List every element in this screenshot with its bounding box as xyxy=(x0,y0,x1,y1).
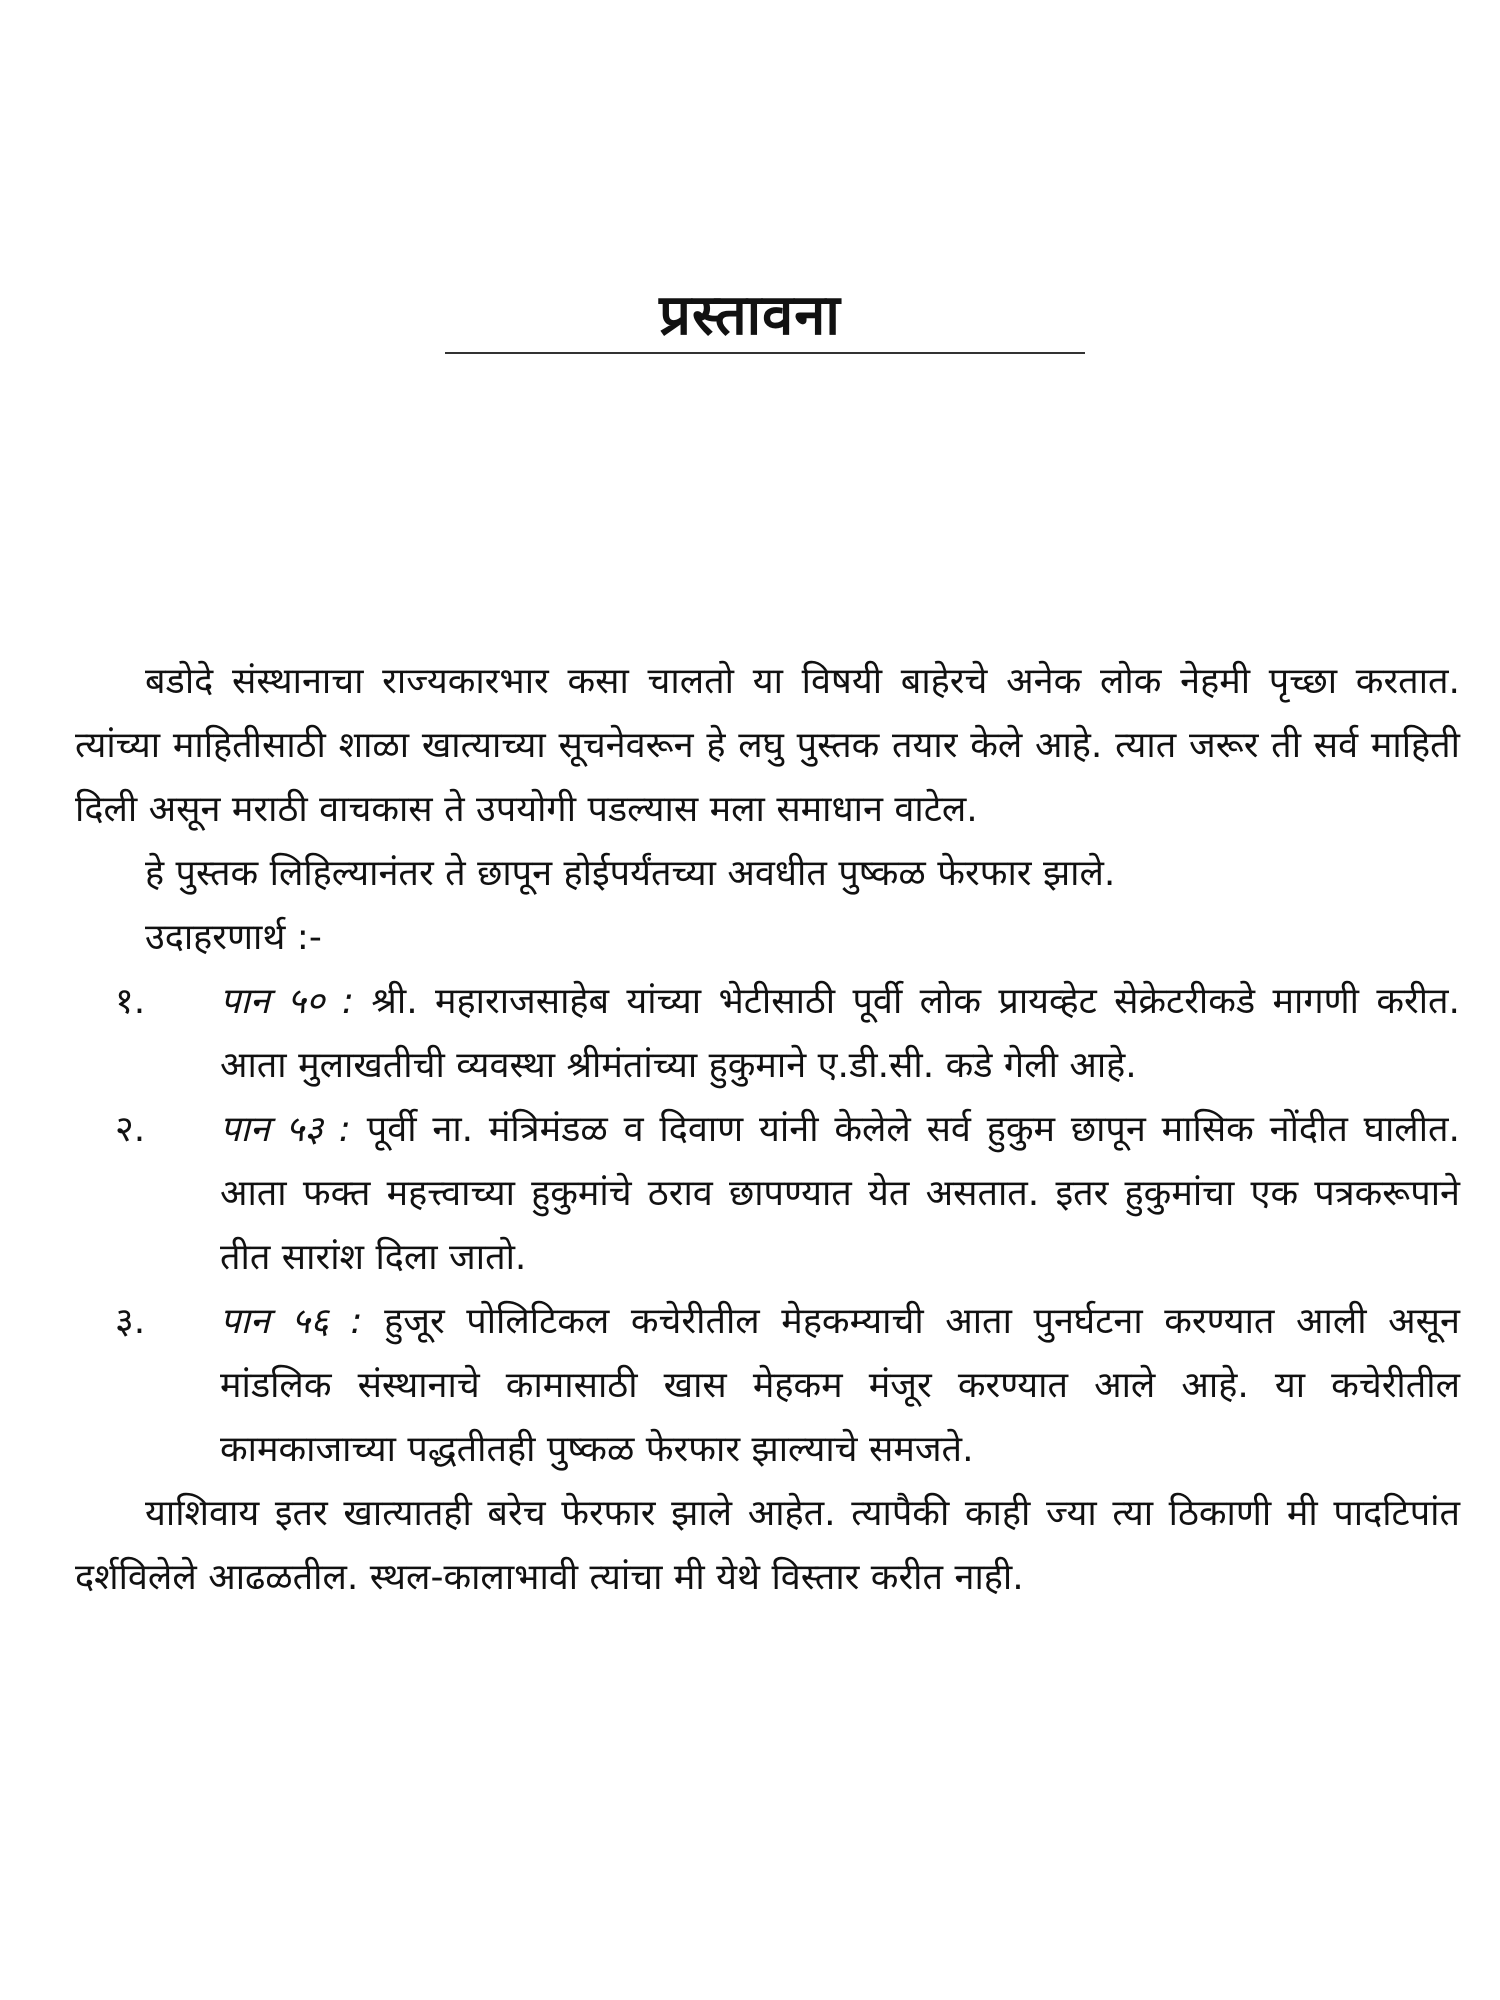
examples-intro: उदाहरणार्थ :- xyxy=(145,917,322,958)
paragraph-1: बडोदे संस्थानाचा राज्यकारभार कसा चालतो या विषयी बाहेरचे अनेक लोक नेहमी पृच्छा करतात. त्यांच्या माहितीसाठी शाळा खात्याच्या सूचनेवरून हे लघु पुस्तक तयार केले आहे. त्यात जरूर ती सर्व माहिती दिली असून मराठी वाचकास ते उपयोगी पडल्यास मला समाधान वाटेल. xyxy=(75,661,1460,830)
list-item-number: १. xyxy=(115,981,146,1022)
list-item-page-ref: पान ५६ : xyxy=(220,1301,363,1342)
list-item-number: ३. xyxy=(115,1301,146,1342)
list-item xyxy=(75,1098,1460,1290)
list-item-page-ref: पान ५३ : xyxy=(220,1109,351,1150)
list-item-text: हुजूर पोलिटिकल कचेरीतील मेहकम्याची आता पुनर्घटना करण्यात आली असून मांडलिक संस्थानाचे कामासाठी खास मेहकम मंजूर करण्यात आले आहे. या कचेरीतील कामकाजाच्या पद्धतीतही पुष्कळ फेरफार झाल्याचे समजते. xyxy=(220,1301,1460,1470)
list-item-text: श्री. महाराजसाहेब यांच्या भेटीसाठी पूर्वी लोक प्रायव्हेट सेक्रेटरीकडे मागणी करीत. आता मुलाखतीची व्यवस्था श्रीमंतांच्या हुकुमाने ए.डी.सी. कडे गेली आहे. xyxy=(220,981,1460,1086)
title-underline xyxy=(445,352,1085,354)
list-item-page-ref: पान ५० : xyxy=(220,981,355,1022)
page-title: प्रस्तावना xyxy=(659,283,841,348)
list-item xyxy=(75,970,1460,1098)
body-text xyxy=(75,650,1460,1610)
paragraph-2: हे पुस्तक लिहिल्यानंतर ते छापून होईपर्यंतच्या अवधीत पुष्कळ फेरफार झाले. xyxy=(145,853,1116,894)
list-item-text: पूर्वी ना. मंत्रिमंडळ व दिवाण यांनी केलेले सर्व हुकुम छापून मासिक नोंदीत घालीत. आता फक्त महत्त्वाच्या हुकुमांचे ठराव छापण्यात येत असतात. इतर हुकुमांचा एक पत्रकरूपाने तीत सारांश दिला जातो. xyxy=(220,1109,1460,1278)
list-item-number: २. xyxy=(115,1109,146,1150)
paragraph-last: याशिवाय इतर खात्यातही बरेच फेरफार झाले आहेत. त्यापैकी काही ज्या त्या ठिकाणी मी पादटिपांत दर्शविलेले आढळतील. स्थल-कालाभावी त्यांचा मी येथे विस्तार करीत नाही. xyxy=(75,1493,1460,1598)
list-item xyxy=(75,1290,1460,1482)
